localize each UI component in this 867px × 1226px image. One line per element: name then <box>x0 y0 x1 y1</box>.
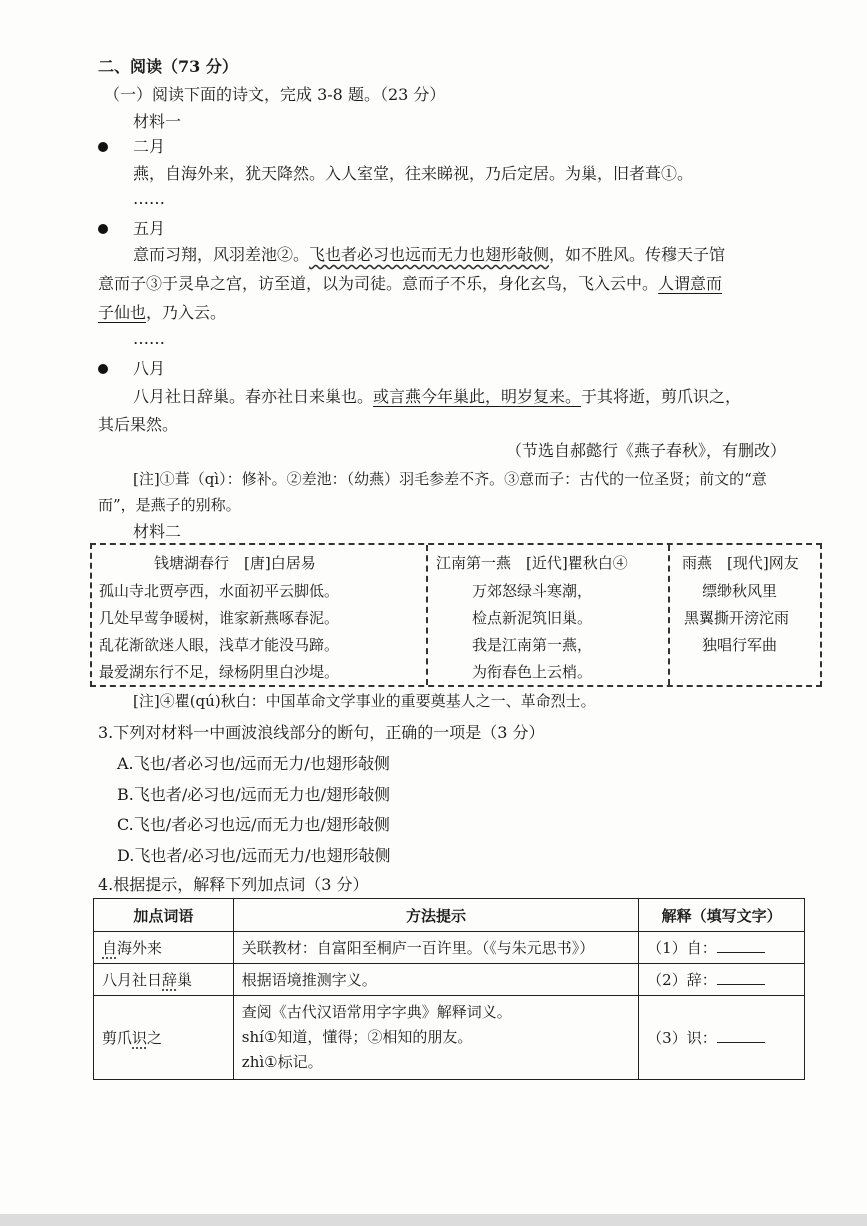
hint-cell: 关联教材：自富阳至桐庐一百许里。（《与朱元思书》） <box>233 932 638 964</box>
q3-option-d: D.飞也者/必习也/远而无力/也翅形敧侧 <box>117 846 391 865</box>
hint-line: shí①知道，懂得；②相知的朋友。 <box>241 1028 473 1046</box>
note-line2: 而”，是燕子的别称。 <box>98 496 241 514</box>
text-segment: 剪爪 <box>102 1029 133 1047</box>
month5-heading: 五月 <box>133 219 166 238</box>
hint-line: 查阅《古代汉语常用字字典》解释词义。 <box>241 1003 512 1021</box>
poem-line: 几处早莺争暖树，谁家新燕啄春泥。 <box>99 609 340 627</box>
month2-heading: 二月 <box>133 137 166 156</box>
answer-cell <box>639 996 805 1080</box>
dotted-word: 自 <box>102 939 118 957</box>
answer-label: （3）识： <box>647 1029 717 1047</box>
part-title: （一）阅读下面的诗文，完成 3-8 题。（23 分） <box>104 85 446 104</box>
material2-label: 材料二 <box>133 522 182 541</box>
text-segment: ，乃入云。 <box>146 303 227 322</box>
table-header: 解释（填写文字） <box>639 899 805 932</box>
q3-option-a: A.飞也/者必习也/远而无力/也翅形敧侧 <box>117 754 390 773</box>
q3-stem: 3.下列对材料一中画波浪线部分的断句，正确的一项是（3 分） <box>98 723 545 742</box>
poem-line: 孤山寺北贾亭西，水面初平云脚低。 <box>99 582 340 600</box>
table-row <box>94 964 805 996</box>
bullet-icon <box>98 224 108 234</box>
poem-title: 江南第一燕 [近代]瞿秋白④ <box>436 554 628 572</box>
q4-table <box>93 898 805 1080</box>
poem-box <box>90 543 822 687</box>
month5-line1 <box>133 244 725 266</box>
poem-title: 钱塘湖春行 [唐]白居易 <box>154 554 316 572</box>
table-header: 加点词语 <box>94 899 234 932</box>
text-segment: 八月社日辞巢。春亦社日来巢也。 <box>133 387 374 406</box>
text-segment: 八月社日 <box>102 971 163 989</box>
month2-text: 燕，自海外来，犹天降然。入人室堂，往来睇视，乃后定居。为巢，旧者葺①。 <box>133 164 694 183</box>
poem-line: 黑翼撕开滂沱雨 <box>684 609 790 627</box>
underlined-text: 人谓意而 <box>658 274 723 293</box>
wavy-underlined-text: 飞也者必习也远而无力也翅形敧侧 <box>309 245 550 264</box>
poem-column-3 <box>668 545 822 685</box>
note-line1: [注]①葺（qì）：修补。②差池：（幼燕）羽毛参差不齐。③意而子：古代的一位圣贤；前文的“意 <box>133 470 767 488</box>
table-header-row <box>94 899 805 932</box>
answer-cell <box>639 964 805 996</box>
month8-heading: 八月 <box>133 359 166 378</box>
q3-option-b: B.飞也者/必习也/远而无力也/翅形敧侧 <box>117 785 391 804</box>
material2-note: [注]④瞿(qú)秋白：中国革命文学事业的重要奠基人之一、革命烈士。 <box>133 692 596 710</box>
bullet-icon <box>98 364 108 374</box>
answer-blank[interactable] <box>717 1028 765 1043</box>
underlined-text: 或言燕今年巢此，明岁复来。 <box>373 387 582 406</box>
poem-title: 雨燕 [现代]网友 <box>682 554 799 572</box>
text-segment: 意而习翔，风羽差池②。 <box>133 245 310 264</box>
bullet-icon <box>98 142 108 152</box>
month5-line2 <box>98 273 722 295</box>
hint-cell <box>233 996 638 1080</box>
poem-line: 为衔春色上云梢。 <box>472 663 593 681</box>
q3-option-c: C.飞也/者必习也远/而无力也/翅形敧侧 <box>117 815 390 834</box>
material1-label: 材料一 <box>133 112 182 131</box>
ellipsis: …… <box>133 329 165 348</box>
text-segment: 之 <box>147 1029 163 1047</box>
section-title: 二、阅读（73 分） <box>98 57 238 76</box>
answer-cell <box>639 932 805 964</box>
text-segment: 海外来 <box>117 939 163 957</box>
hint-cell: 根据语境推测字义。 <box>233 964 638 996</box>
q4-stem: 4.根据提示，解释下列加点词（3 分） <box>98 875 369 894</box>
poem-line: 万郊怒绿斗寒潮， <box>472 582 593 600</box>
ellipsis: …… <box>133 189 165 208</box>
month8-line1 <box>133 386 741 408</box>
answer-blank[interactable] <box>717 938 765 953</box>
table-row <box>94 996 805 1080</box>
poem-line: 独唱行军曲 <box>702 636 778 654</box>
poem-line: 最爱湖东行不足，绿杨阴里白沙堤。 <box>99 663 340 681</box>
table-header: 方法提示 <box>233 899 638 932</box>
word-cell <box>94 964 234 996</box>
table-row <box>94 932 805 964</box>
poem-column-1 <box>92 545 426 685</box>
answer-blank[interactable] <box>717 970 765 985</box>
month8-line2: 其后果然。 <box>98 415 179 434</box>
dotted-word: 辞 <box>162 971 178 989</box>
word-cell <box>94 996 234 1080</box>
source-citation: （节选自郝懿行《燕子春秋》，有删改） <box>506 441 787 460</box>
answer-label: （2）辞： <box>647 971 717 989</box>
poem-line: 我是江南第一燕， <box>472 636 593 654</box>
dotted-word: 识 <box>132 1029 148 1047</box>
text-segment: 意而子③于灵阜之宫，访至道，以为司徒。意而子不乐，身化玄鸟，飞入云中。 <box>98 274 659 293</box>
scan-edge <box>0 1214 867 1226</box>
text-segment: 于其将逝，剪爪识之， <box>581 387 742 406</box>
text-segment: ，如不胜风。传穆天子馆 <box>549 245 726 264</box>
hint-line: zhì①标记。 <box>241 1053 323 1071</box>
answer-label: （1）自： <box>647 939 717 957</box>
poem-column-2 <box>426 545 670 685</box>
underlined-text: 子仙也 <box>98 303 147 322</box>
month5-line3 <box>98 302 226 324</box>
text-segment: 巢 <box>177 971 193 989</box>
word-cell <box>94 932 234 964</box>
poem-line: 乱花渐欲迷人眼，浅草才能没马蹄。 <box>99 636 340 654</box>
poem-line: 缥缈秋风里 <box>702 582 778 600</box>
poem-line: 检点新泥筑旧巢。 <box>472 609 593 627</box>
